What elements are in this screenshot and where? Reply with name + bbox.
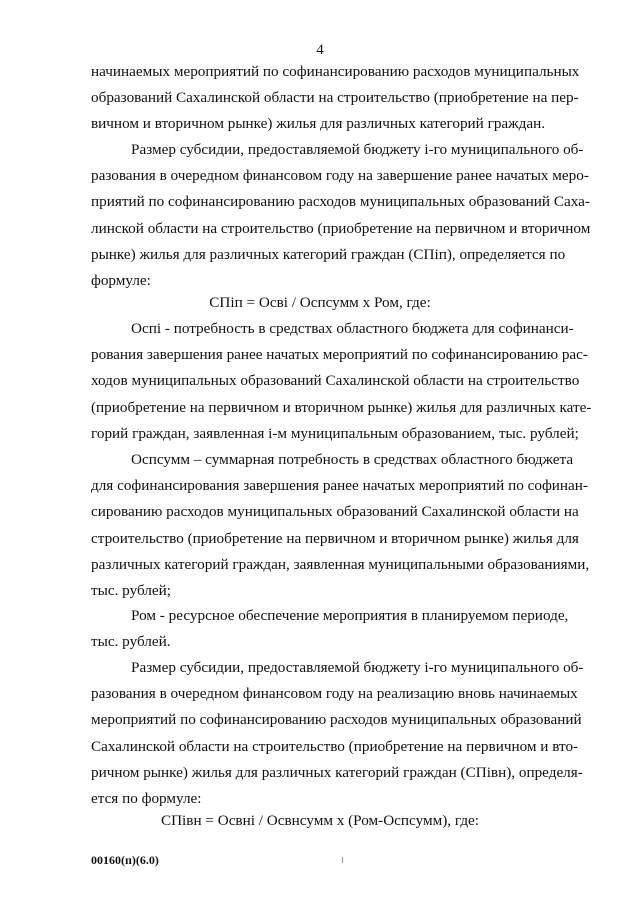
text-line: приятий по софинансированию расходов муниципальных образований Саха- — [91, 193, 590, 211]
text-line: образований Сахалинской области на строительство (приобретение на пер- — [91, 89, 579, 107]
subsidy-paragraph-completion — [91, 137, 591, 294]
text-line: Размер субсидии, предоставляемой бюджету i-го муниципального об- — [131, 659, 584, 676]
text-line: линской области на строительство (приобретение на первичном и вторичном — [91, 219, 591, 237]
text-line: вичном и вторичном рынке) жилья для различных категорий граждан. — [91, 115, 546, 133]
formula-completion: СПiп = Освi / Оспсумм х Ром, где: — [209, 294, 431, 311]
definition-osp-summ — [91, 447, 590, 604]
definition-osp-i — [91, 316, 592, 447]
text-line: мероприятий по софинансированию расходов муниципальных образований — [91, 711, 582, 729]
intro-paragraph — [91, 59, 580, 138]
formula-new: СПiвн = Освнi / Освнсумм х (Ром-Оспсумм), где: — [160, 812, 480, 829]
text-line: Сахалинской области на строительство (приобретение на первичном и вто- — [91, 737, 579, 755]
text-line: строительство (приобретение на первичном и вторичном рынке) жилья для — [91, 529, 579, 547]
text-line: тыс. рублей; — [91, 582, 171, 600]
text-line: сированию расходов муниципальных образований Сахалинской области на — [91, 503, 579, 521]
document-code: 00160(п)(6.0) — [91, 853, 159, 867]
text-line: тыс. рублей. — [91, 633, 171, 651]
subsidy-paragraph-new — [91, 655, 584, 812]
text-line: Оспсумм – суммарная потребность в средствах областного бюджета — [131, 451, 574, 468]
page-number: 4 — [316, 42, 324, 58]
text-line: ется по формуле: — [91, 790, 202, 808]
text-line: Размер субсидии, предоставляемой бюджету i-го муниципального об- — [131, 141, 584, 158]
text-line: Ром - ресурсное обеспечение мероприятия в планируемом периоде, — [131, 607, 569, 624]
text-line: различных категорий граждан, заявленная муниципальными образованиями, — [91, 555, 590, 573]
text-line: ричном рынке) жилья для различных категорий граждан (СПiвн), определя- — [91, 763, 583, 781]
text-line: ходов муниципальных образований Сахалинской области на строительство — [91, 372, 580, 390]
text-line: Оспi - потребность в средствах областного бюджета для софинанси- — [131, 320, 574, 337]
text-line: для софинансирования завершения ранее начатых мероприятий по софинан- — [91, 477, 588, 495]
text-line: горий граждан, заявленная i-м муниципальным образованием, тыс. рублей; — [91, 424, 579, 442]
text-line: разования в очередном финансовом году на завершение ранее начатых меро- — [91, 167, 589, 185]
text-line: разования в очередном финансовом году на реализацию вновь начинаемых — [91, 685, 578, 703]
text-line: рынке) жилья для различных категорий граждан (СПiп), определяется по — [91, 245, 566, 263]
text-line: начинаемых мероприятий по софинансированию расходов муниципальных — [91, 63, 580, 80]
definition-rom — [91, 603, 569, 655]
text-line: формуле: — [91, 272, 151, 290]
text-line: (приобретение на первичном и вторичном рынке) жилья для различных кате- — [91, 398, 592, 416]
text-line: рования завершения ранее начатых мероприятий по софинансированию рас- — [91, 346, 588, 364]
scan-speck — [342, 857, 343, 863]
